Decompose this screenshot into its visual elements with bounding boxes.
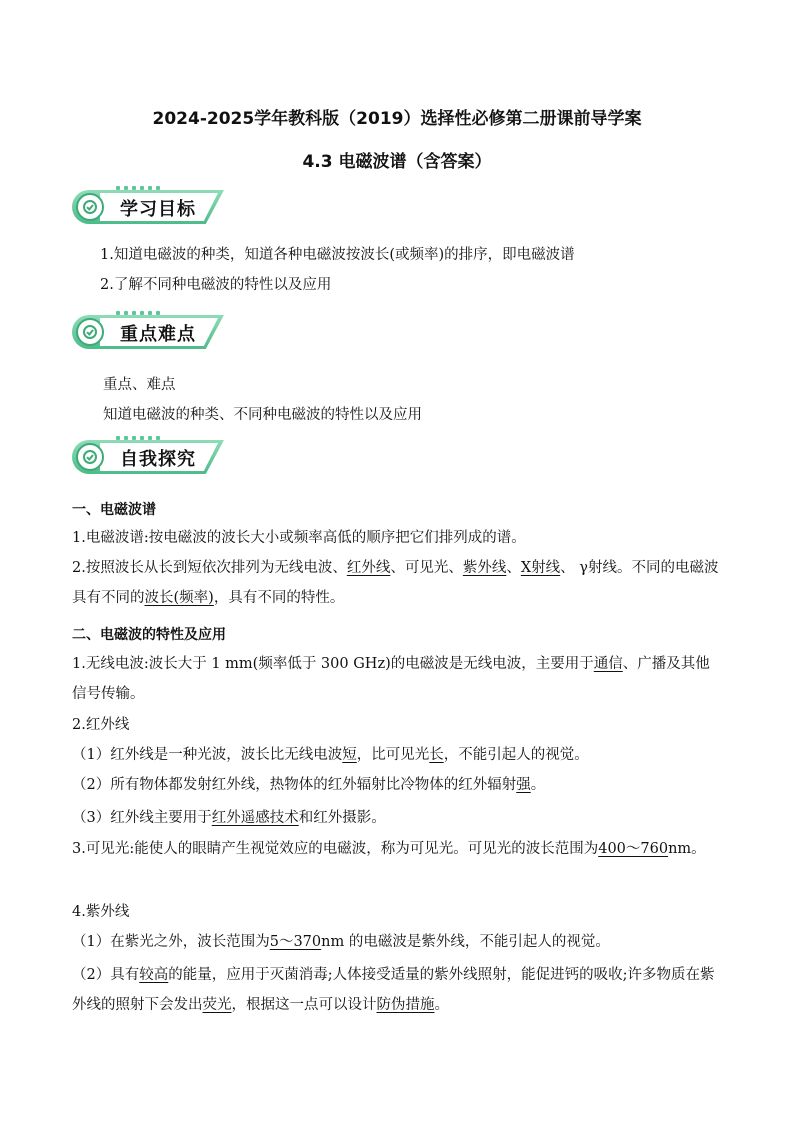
infrared-title: 2.红外线 — [72, 717, 130, 733]
section-banner-explore — [72, 436, 226, 476]
key-text: 知道电磁波的种类、不同种电磁波的特性以及应用 — [103, 407, 422, 423]
answer-blank: X射线 — [520, 560, 561, 576]
section-banner-key — [72, 311, 226, 351]
section-title-goals: 学习目标 — [120, 199, 196, 220]
banner-dots — [116, 186, 160, 190]
section-banner-goals — [72, 186, 226, 226]
radio-wave-paragraph: 1.无线电波:波长大于 1 mm(频率低于 300 GHz)的电磁波是无线电波，主要用于通信、广播及其他信号传输。 — [72, 656, 710, 702]
check-circle-icon — [76, 443, 104, 471]
answer-blank: 通信 — [593, 656, 623, 672]
visible-light-paragraph: 3.可见光:能使人的眼睛产生视觉效应的电磁波，称为可见光。可见光的波长范围为400～760nm。 — [72, 841, 706, 857]
infrared-item-1: （1）红外线是一种光波，波长比无线电波短，比可见光长，不能引起人的视觉。 — [72, 747, 589, 763]
answer-blank: 红外遥感技术 — [211, 810, 299, 826]
answer-blank: 较高 — [139, 967, 169, 983]
part1-heading: 一、电磁波谱 — [72, 502, 156, 518]
banner-dots — [116, 311, 160, 315]
answer-blank: 红外线 — [346, 560, 391, 576]
check-circle-icon — [76, 193, 104, 221]
part2-heading: 二、电磁波的特性及应用 — [72, 627, 226, 643]
answer-blank: 短 — [342, 747, 357, 763]
ultraviolet-title: 4.紫外线 — [72, 904, 130, 920]
section-title-key: 重点难点 — [120, 324, 196, 345]
answer-blank: 紫外线 — [462, 560, 507, 576]
check-circle-icon — [76, 318, 104, 346]
answer-blank: 400～760 — [598, 841, 669, 857]
part1-paragraph-1: 1.电磁波谱:按电磁波的波长大小或频率高低的顺序把它们排列成的谱。 — [72, 530, 526, 546]
key-label: 重点、难点 — [103, 377, 176, 393]
ultraviolet-item-1: （1）在紫光之外，波长范围为5～370nm 的电磁波是紫外线，不能引起人的视觉。 — [72, 934, 610, 950]
document-subtitle: 4.3 电磁波谱（含答案） — [302, 152, 492, 172]
part1-paragraph-2: 2.按照波长从长到短依次排列为无线电波、红外线、可见光、紫外线、X射线、 γ射线。不同的电磁波具有不同的波长(频率)，具有不同的特性。 — [72, 560, 719, 606]
answer-blank: 波长(频率) — [144, 590, 214, 606]
answer-blank: 防伪措施 — [376, 997, 435, 1013]
answer-blank: 荧光 — [202, 997, 232, 1013]
infrared-item-2: （2）所有物体都发射红外线，热物体的红外辐射比冷物体的红外辐射强。 — [72, 777, 546, 793]
goal-item-2: 2.了解不同种电磁波的特性以及应用 — [100, 277, 332, 293]
answer-blank: 5～370 — [269, 934, 322, 950]
section-title-explore: 自我探究 — [120, 449, 196, 470]
answer-blank: 强 — [516, 777, 531, 793]
banner-dots — [116, 436, 160, 440]
infrared-item-3: （3）红外线主要用于红外遥感技术和红外摄影。 — [72, 810, 386, 826]
answer-blank: 长 — [429, 747, 444, 763]
document-title: 2024-2025学年教科版（2019）选择性必修第二册课前导学案 — [152, 109, 642, 129]
ultraviolet-item-2: （2）具有较高的能量，应用于灭菌消毒;人体接受适量的紫外线照射，能促进钙的吸收;许多物质在紫外线的照射下会发出荧光，根据这一点可以设计防伪措施。 — [72, 967, 715, 1013]
goal-item-1: 1.知道电磁波的种类，知道各种电磁波按波长(或频率)的排序，即电磁波谱 — [100, 247, 575, 263]
